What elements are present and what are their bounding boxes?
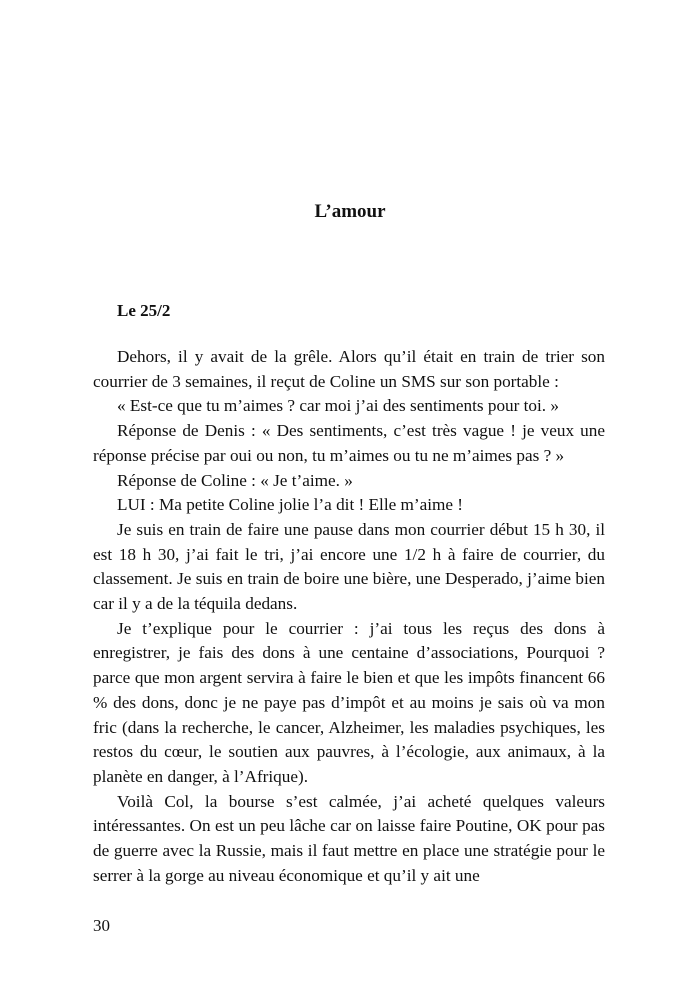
paragraph: Je suis en train de faire une pause dans mon courrier début 15 h 30, il est 18 h 30, j’ai fait le tri, j’ai encore une 1/2 h à faire de courrier, du classement. Je suis en train de boire une bière, une Desperado, j’aime bien car il y a de la téquila dedans. (93, 519, 605, 614)
body-text (93, 345, 605, 888)
paragraph: LUI : Ma petite Coline jolie l’a dit ! Elle m’aime ! (117, 495, 464, 515)
paragraph: Je t’explique pour le courrier : j’ai tous les reçus des dons à enregistrer, je fais des dons à une centaine d’associations, Pourquoi ? parce que mon argent servira à faire le bien et que les impôts financent 66 % des dons, donc je ne paye pas d’impôt et au moins je sais où va mon fric (dans la recherche, le cancer, Alzheimer, les maladies psychiques, les restos du cœur, le soutien aux pauvres, à l’écologie, aux animaux, à la planète en danger, à l’Afrique). (93, 618, 605, 786)
page-number: 30 (93, 916, 110, 935)
paragraph: Voilà Col, la bourse s’est calmée, j’ai acheté quelques valeurs intéressantes. On est un peu lâche car on laisse faire Poutine, OK pour pas de guerre avec la Russie, mais il faut mettre en place une stratégie pour le serrer à la gorge au niveau économique et qu’il y ait une (93, 791, 605, 885)
paragraph: Dehors, il y avait de la grêle. Alors qu’il était en train de trier son courrier de 3 semaines, il reçut de Coline un SMS sur son portable : (93, 347, 605, 391)
paragraph: Réponse de Denis : « Des sentiments, c’est très vague ! je veux une réponse précise par oui ou non, tu m’aimes ou tu ne m’aimes pas ? » (93, 421, 605, 465)
chapter-title: L’amour (314, 201, 386, 222)
paragraph: « Est-ce que tu m’aimes ? car moi j’ai des sentiments pour toi. » (117, 396, 559, 416)
paragraph: Réponse de Coline : « Je t’aime. » (117, 470, 353, 490)
entry-date-heading: Le 25/2 (117, 301, 171, 320)
